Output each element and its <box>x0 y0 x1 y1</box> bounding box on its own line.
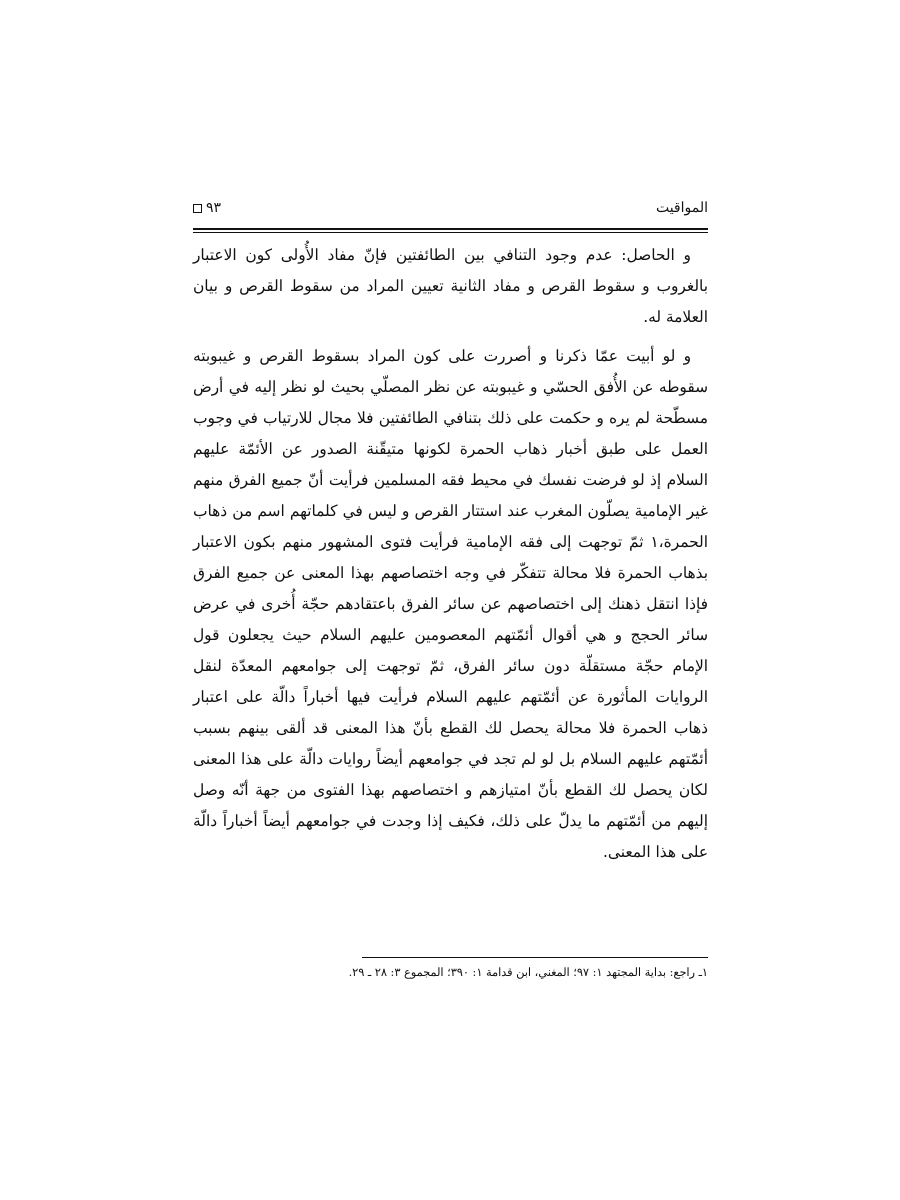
page-number: ٩٣ <box>206 200 222 216</box>
paragraph: و لو أبيت عمّا ذكرنا و أصررت على كون المراد بسقوط القرص و غيبوبته سقوطه عن الأُفق الحسّي و غيبوبته عن نظر المصلّي بحيث لو نظر إليه في أرض مسطّحة لم يره و حكمت على ذلك بتنافي الطائفتين فلا مجال للارتياب في وجوب العمل على طبق أخبار ذهاب الحمرة لكونها متيقّنة الصدور عن الأئمّة عليهم السلام إذ لو فرضت نفسك في محيط فقه المسلمين فرأيت أنّ جميع الفرق منهم غير الإمامية يصلّون المغرب عند استتار القرص و ليس في كلماتهم اسم من ذهاب الحمرة،١ ثمّ توجهت إلى فقه الإمامية فرأيت فتوى المشهور منهم بكون الاعتبار بذهاب الحمرة فلا محالة تتفكّر في وجه اختصاصهم بهذا المعنى عن جميع الفرق فإذا انتقل ذهنك إلى اختصاصهم عن سائر الفرق باعتقادهم حجّة أُخرى في عرض سائر الحجج و هي أقوال أئمّتهم المعصومين عليهم السلام حيث يجعلون قول الإمام حجّة مستقلّة دون سائر الفرق، ثمّ توجهت إلى جوامعهم المعدّة لنقل الروايات المأثورة عن أئمّتهم عليهم السلام فرأيت فيها أخباراً دالّة على اعتبار ذهاب الحمرة فلا محالة يحصل لك القطع بأنّ هذا المعنى قد ألقى بينهم بسبب أئمّتهم عليهم السلام بل لو لم تجد في جوامعهم أيضاً روايات دالّة على هذا المعنى لكان يحصل لك القطع بأنّ امتيازهم و اختصاصهم بهذا الفتوى من جهة أنّه وصل إليهم من أئمّتهم ما يدلّ على ذلك، فكيف إذا وجدت في جوامعهم أيضاً أخباراً دالّة على هذا المعنى. <box>193 347 708 861</box>
page-number-block <box>193 198 221 218</box>
header-double-rule <box>193 228 708 233</box>
square-icon <box>193 204 202 213</box>
paragraph: و الحاصل: عدم وجود التنافي بين الطائفتين فإنّ مفاد الأُولى كون الاعتبار بالغروب و سقوط القرص و مفاد الثانية تعيين المراد من سقوط القرص و بيان العلامة له. <box>193 246 708 326</box>
main-text <box>193 240 708 876</box>
footnote: ١ـ راجع: بداية المجتهد ١: ٩٧؛ المغني، ابن قدامة ١: ٣٩٠؛ المجموع ٣: ٢٨ ـ ٢٩. <box>348 966 708 979</box>
running-title: المواقيت <box>655 200 708 216</box>
page-header <box>193 196 708 222</box>
footnote-separator <box>362 957 708 958</box>
